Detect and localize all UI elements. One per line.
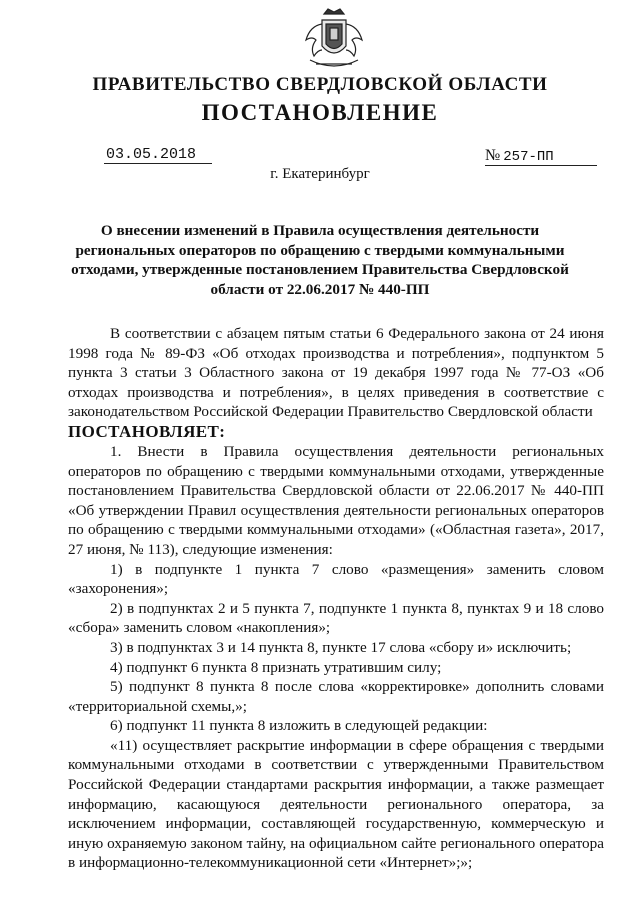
document-body (68, 324, 604, 873)
body-item: 6) подпункт 11 пункта 8 изложить в следующей редакции: (110, 717, 488, 735)
government-name: ПРАВИТЕЛЬСТВО СВЕРДЛОВСКОЙ ОБЛАСТИ (92, 74, 548, 95)
body-item: 1) в подпункте 1 пункта 7 слово «размещения» заменить словом «захоронения»; (68, 560, 604, 598)
document-type-title: ПОСТАНОВЛЕНИЕ (201, 100, 439, 125)
body-item: «11) осуществляет раскрытие информации в сфере обращения с твердыми коммунальными отходами в соответствии с утвержденными Правительством Российской Федерации стандартами раскрытия информации, а также размещает информацию, касающуюся деятельности регионального оператора, за исключением информации, составляющей государственную, коммерческую и иную охраняемую законом тайну, на официальном сайте регионального оператора в информационно-телекоммуникационной сети «Интернет»;»; (68, 736, 604, 872)
body-item: 1. Внести в Правила осуществления деятельности региональных операторов по обращению с твердыми коммунальными отходами, утвержденные постановлением Правительства Свердловской области от 22.06.2017 № 440-ПП «Об утверждении Правил осуществления деятельности региональных операторов по обращению с твердыми коммунальными отходами» («Областная газета», 2017, 27 июня, № 113), следующие изменения: (68, 442, 604, 558)
preamble-paragraph: В соответствии с абзацем пятым статьи 6 Федерального закона от 24 июня 1998 года № 89-ФЗ «Об отходах производства и потребления», подпунктом 5 пункта 3 статьи 3 Областного закона от 19 декабря 1997 года № 77-ОЗ «Об отходах производства и потребления», в целях приведения в соответствие с законодательством Российской Федерации Правительство Свердловской области (68, 325, 604, 421)
body-item: 2) в подпунктах 2 и 5 пункта 7, подпункте 1 пункта 8, пунктах 9 и 18 слово «сбора» заменить словом «накопления»; (68, 599, 604, 637)
body-item: 4) подпункт 6 пункта 8 признать утратившим силу; (110, 658, 442, 676)
city-name: г. Екатеринбург (270, 166, 370, 182)
decree-heading: ПОСТАНОВЛЯЕТ: (68, 421, 226, 441)
body-item: 3) в подпунктах 3 и 14 пункта 8, пункте 17 слова «сбору и» исключить; (110, 638, 572, 656)
number-value: 257-ПП (503, 149, 554, 165)
document-subject: О внесении изменений в Правила осуществления деятельности региональных операторов по обращению с твердыми коммунальными отходами, утвержденные постановлением Правительства Свердловской области от 22.06.2017 № 440-ПП (71, 222, 569, 298)
document-number (485, 147, 597, 166)
document-date: 03.05.2018 (104, 146, 212, 164)
coat-of-arms-emblem-icon (296, 6, 372, 74)
body-item: 5) подпункт 8 пункта 8 после слова «корректировке» дополнить словами «территориальной схемы,»; (68, 678, 604, 715)
number-sign: № (485, 147, 501, 164)
